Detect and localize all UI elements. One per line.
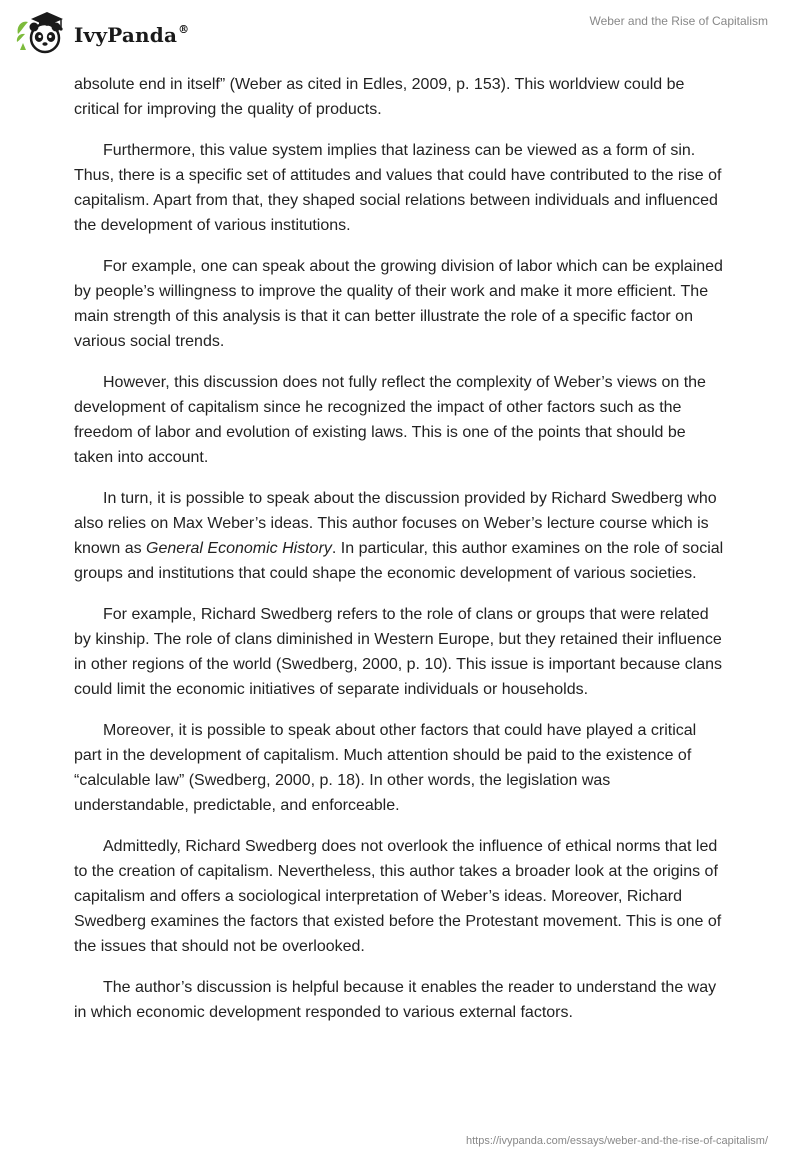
- paragraph: absolute end in itself” (Weber as cited in Edles, 2009, p. 153). This worldview could be critical for improving the quality of products.: [74, 76, 685, 118]
- paragraph: Furthermore, this value system implies that laziness can be viewed as a form of sin. Thus, there is a specific set of attitudes and values that could have contributed to the rise of capitalism. Apart from that, they shaped social relations between individuals and influenced the development of various institutions.: [74, 142, 722, 234]
- panda-graduation-cap-icon: [14, 8, 70, 56]
- essay-body: [74, 72, 724, 1041]
- source-url-link[interactable]: https://ivypanda.com/essays/weber-and-the-rise-of-capitalism/: [465, 1135, 768, 1147]
- running-title: Weber and the Rise of Capitalism: [589, 14, 768, 28]
- paragraph: Admittedly, Richard Swedberg does not overlook the influence of ethical norms that led to the creation of capitalism. Nevertheless, this author takes a broader look at the origins of capitalism and offers a sociological interpretation of Weber’s ideas. Moreover, Richard Swedberg examines the factors that existed before the Protestant movement. This is one of the issues that should not be overlooked.: [74, 838, 722, 955]
- paragraph: For example, one can speak about the growing division of labor which can be explained by people’s willingness to improve the quality of their work and make it more efficient. The main strength of this analysis is that it can better illustrate the role of a specific factor on various social trends.: [74, 258, 723, 350]
- book-title: General Economic History: [146, 540, 332, 557]
- paragraph-text: In turn, it is possible to speak about the discussion provided by Richard Swedberg who also relies on Max Weber’s ideas. This author focuses on Weber’s lecture course which is known as: [74, 490, 717, 557]
- paragraph: Moreover, it is possible to speak about other factors that could have played a critical part in the development of capitalism. Much attention should be paid to the existence of “calculable law” (Swedberg, 2000, p. 18). In other words, the legislation was understandable, predictable, and enforceable.: [74, 722, 697, 814]
- brand-name: [74, 23, 189, 47]
- brand-logo[interactable]: [14, 8, 189, 56]
- registered-mark: ®: [178, 23, 190, 36]
- paragraph: For example, Richard Swedberg refers to the role of clans or groups that were related by kinship. The role of clans diminished in Western Europe, but they retained their influence in other regions of the world (Swedberg, 2000, p. 10). This issue is important because clans could limit the economic initiatives of separate individuals or households.: [74, 606, 723, 698]
- paragraph-text: . In particular, this author examines on the role of social groups and institutions that could shape the economic development of various societies.: [74, 540, 724, 582]
- paragraph: However, this discussion does not fully reflect the complexity of Weber’s views on the development of capitalism since he recognized the impact of other factors such as the freedom of labor and evolution of existing laws. This is one of the points that should be taken into account.: [74, 374, 706, 466]
- paragraph: [74, 486, 724, 586]
- paragraph: The author’s discussion is helpful because it enables the reader to understand the way in which economic development responded to various external factors.: [74, 979, 717, 1021]
- page-header: [0, 0, 800, 70]
- brand-name-text: IvyPanda: [74, 23, 178, 47]
